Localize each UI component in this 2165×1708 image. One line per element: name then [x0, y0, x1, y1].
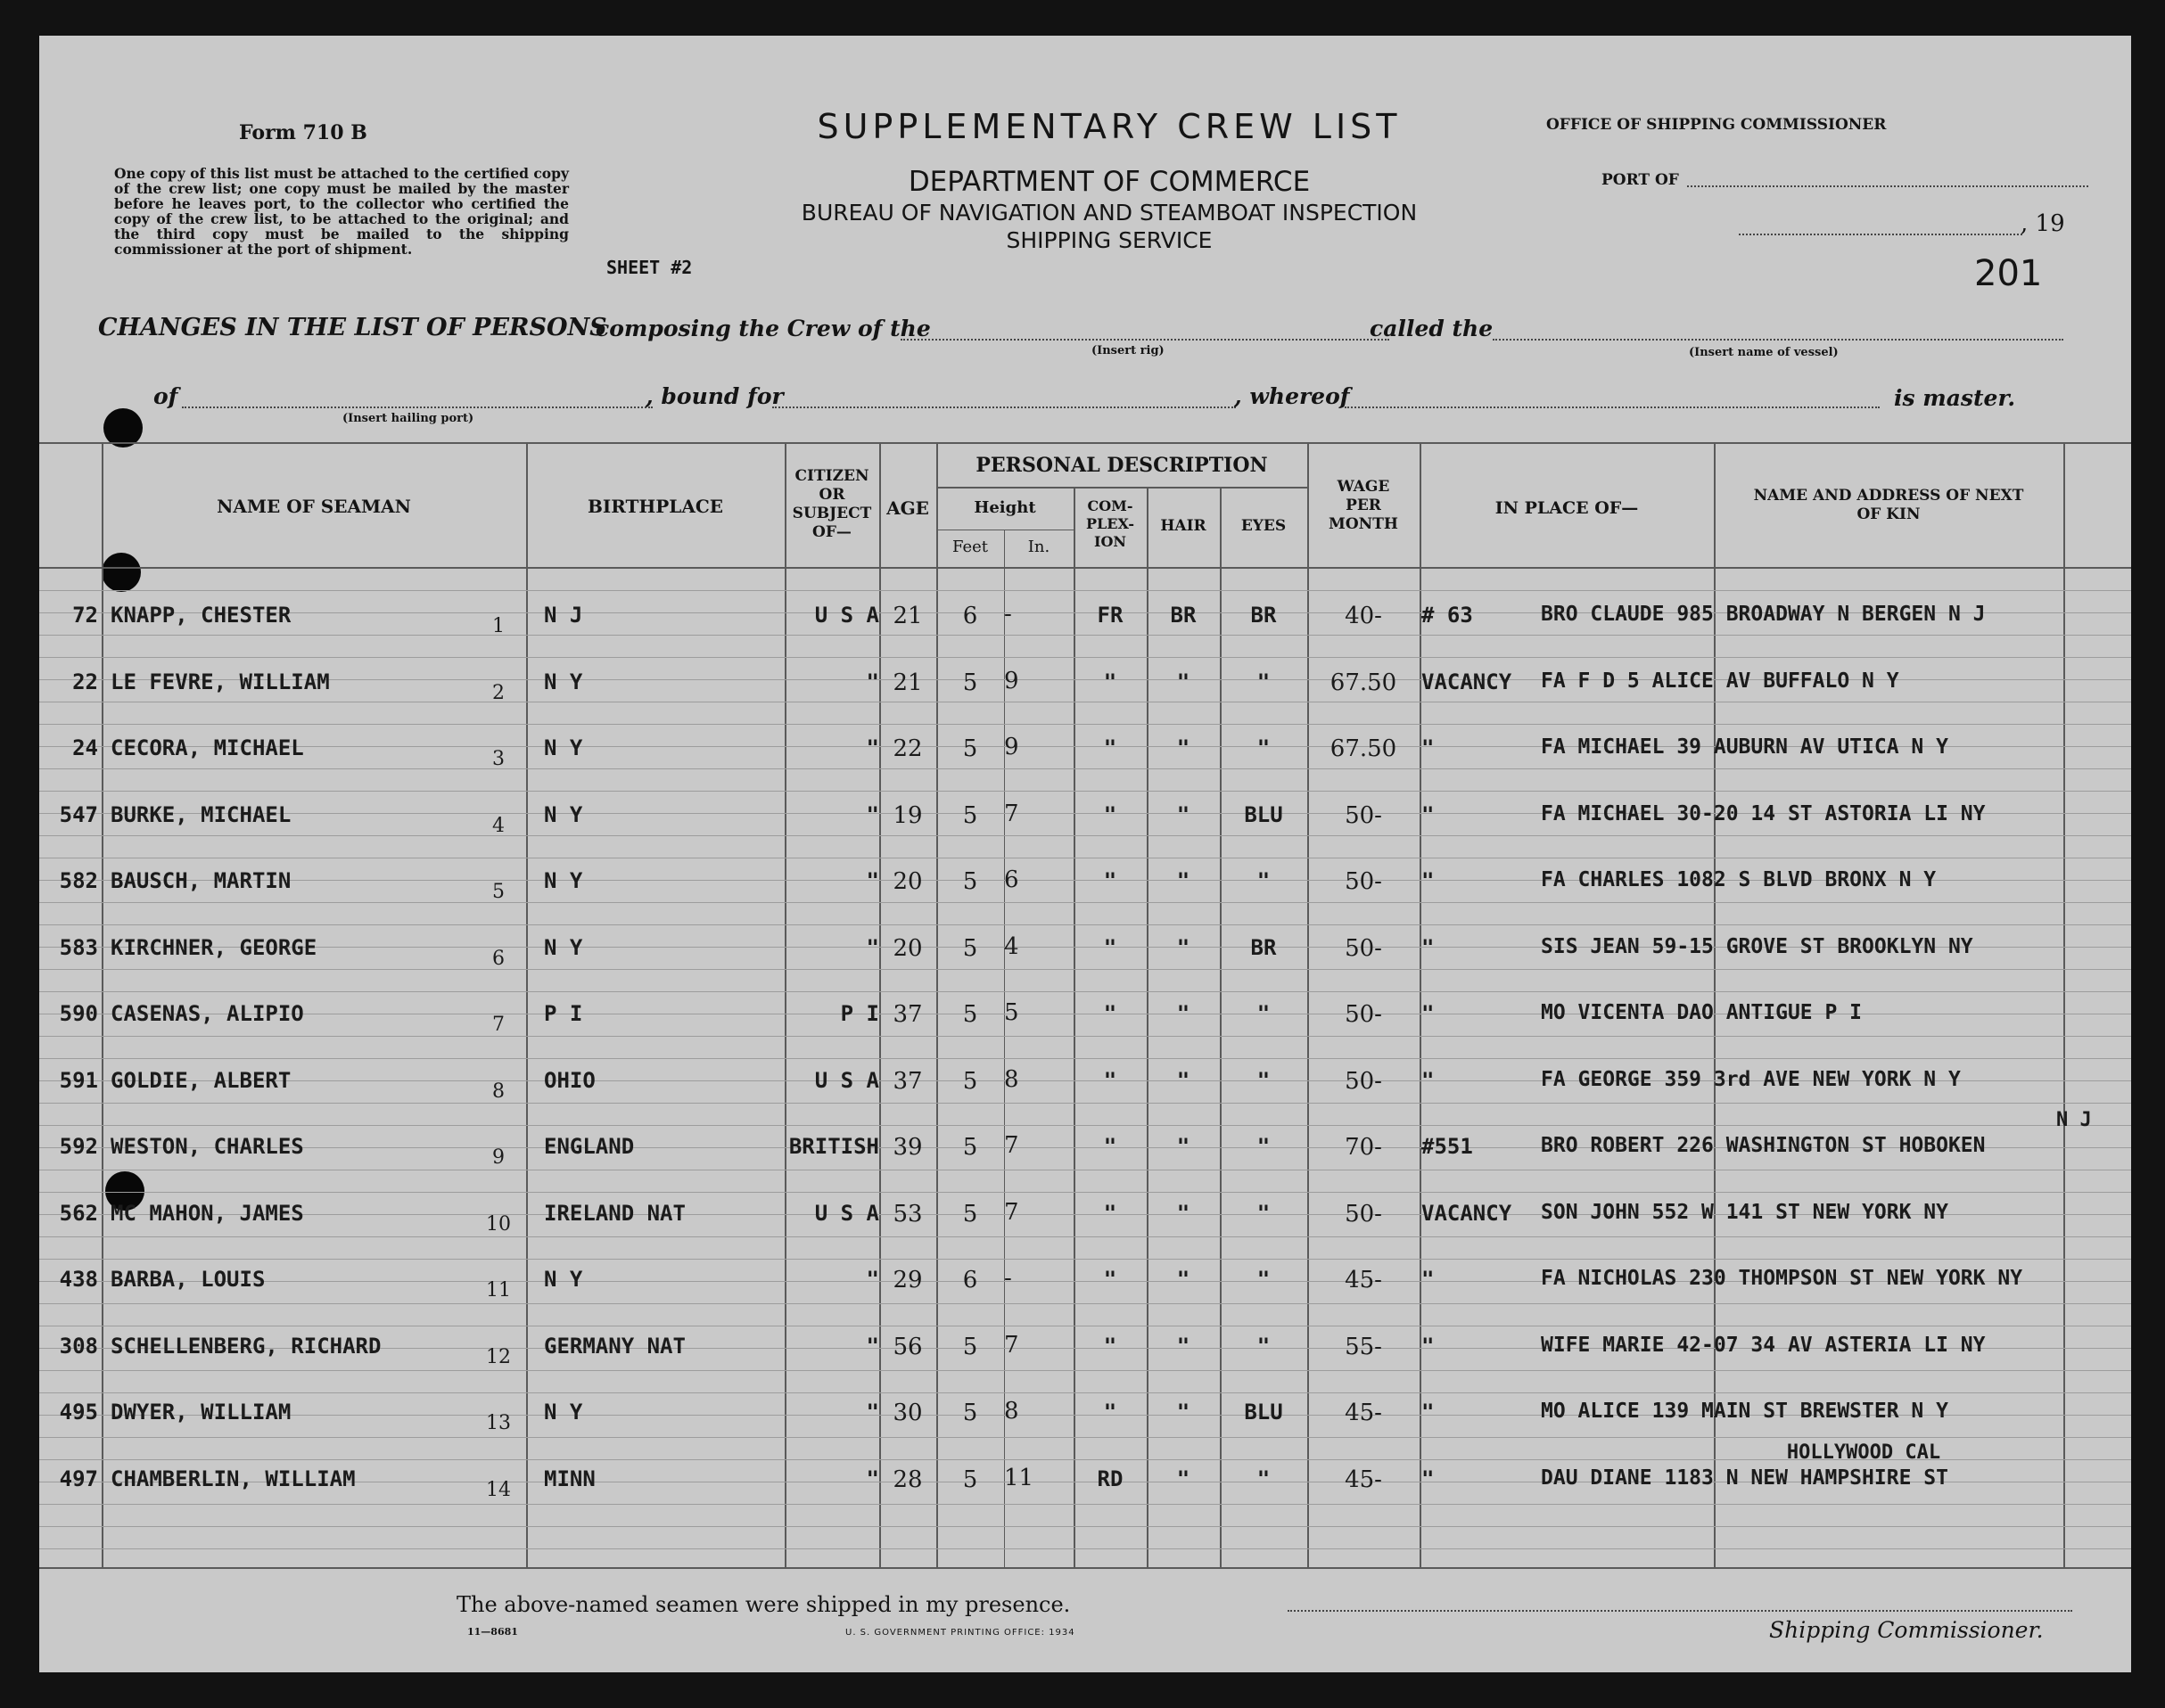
cell-citizenship: " [866, 735, 879, 760]
row-guide-line [39, 991, 2131, 992]
row-guide-line [39, 1236, 2131, 1237]
cell-line-number: 3 [492, 748, 505, 770]
cell-in-place-of: " [1421, 801, 1435, 827]
cell-citizenship: " [866, 1400, 879, 1425]
col-header-complexion [1074, 497, 1147, 551]
cell-birthplace: OHIO [544, 1067, 596, 1093]
cell-line-number: 9 [492, 1146, 505, 1169]
insert-port-label: (Insert hailing port) [342, 412, 474, 425]
cell-line-number: 7 [492, 1014, 505, 1036]
cell-wage: 50- [1345, 934, 1382, 962]
cell-line-number: 12 [486, 1345, 511, 1368]
col-header-in-place: IN PLACE OF— [1494, 498, 1639, 518]
department-name: DEPARTMENT OF COMMERCE [908, 166, 1311, 198]
page-number: 201 [1974, 253, 2043, 294]
cell-next-of-kin: MO ALICE 139 MAIN ST BREWSTER N Y [1541, 1400, 1948, 1423]
cell-sequence-number: 497 [59, 1466, 98, 1491]
cell-eyes: " [1256, 1067, 1271, 1093]
cell-birthplace: N Y [544, 1400, 583, 1425]
cell-hair: " [1176, 1333, 1190, 1359]
cell-line-number: 4 [492, 814, 505, 837]
cell-citizenship: " [866, 669, 879, 694]
cell-citizenship: " [866, 801, 879, 827]
cell-height-inches: 4 [1004, 932, 1019, 960]
cell-next-of-kin: BRO ROBERT 226 WASHINGTON ST HOBOKEN [1541, 1134, 1986, 1157]
date-field [1739, 234, 2022, 235]
form-instructions: One copy of this list must be attached to the certified copy of the crew list; one copy must be mailed by the master before he leaves port, to the collector who certified the copy of the crew list, to be attached to the original; and the third copy must be mailed to the shipping commissioner at the port of shipment. [114, 165, 569, 258]
cell-birthplace: P I [544, 1001, 583, 1026]
row-guide-line [39, 724, 2131, 725]
cell-next-of-kin: FA F D 5 ALICE AV BUFFALO N Y [1541, 669, 1899, 693]
col-header-eyes: EYES [1240, 517, 1287, 535]
cell-height-inches: 9 [1004, 734, 1019, 760]
cell-birthplace: N J [544, 603, 583, 628]
cell-in-place-of: " [1421, 934, 1435, 960]
cell-birthplace: N Y [544, 801, 583, 827]
vessel-field [1493, 339, 2063, 341]
cell-eyes: BLU [1244, 1400, 1283, 1425]
row-guide-line [39, 791, 2131, 792]
cell-complexion: " [1103, 1200, 1117, 1226]
is-master-text: is master. [1894, 385, 2016, 411]
bound-for-text: , bound for [646, 383, 784, 409]
col-header-kin-line: NAME AND ADDRESS OF NEXT [1753, 487, 2024, 505]
cell-next-of-kin: WIFE MARIE 42-07 34 AV ASTERIA LI NY [1541, 1333, 1986, 1357]
row-guide-line [39, 1125, 2131, 1126]
col-header-personal: PERSONAL DESCRIPTION [975, 454, 1268, 477]
cell-hair: " [1176, 1001, 1190, 1026]
document-title: SUPPLEMENTARY CREW LIST [817, 107, 1402, 146]
cell-complexion: " [1103, 934, 1117, 960]
cell-in-place-of: " [1421, 1466, 1435, 1491]
cell-sequence-number: 591 [59, 1067, 98, 1093]
cell-height-feet: 5 [962, 1333, 978, 1360]
row-guide-line [39, 924, 2131, 925]
cell-height-inches: 7 [1004, 1132, 1019, 1159]
cell-height-inches: 7 [1004, 1331, 1019, 1359]
cell-line-number: 11 [486, 1279, 511, 1302]
cell-height-feet: 6 [962, 603, 978, 629]
cell-birthplace: N Y [544, 868, 583, 893]
cell-eyes: " [1256, 1134, 1271, 1159]
cell-birthplace: ENGLAND [544, 1134, 635, 1159]
cell-sequence-number: 438 [59, 1267, 98, 1292]
col-header-wage [1307, 478, 1420, 534]
cell-birthplace: GERMANY NAT [544, 1333, 686, 1359]
row-guide-line [39, 1103, 2131, 1104]
col-header-hair: HAIR [1160, 517, 1206, 535]
header-bottom-border [39, 567, 2131, 569]
cell-citizenship: P I [840, 1001, 879, 1026]
cell-citizenship: " [866, 1267, 879, 1292]
cell-sequence-number: 592 [59, 1134, 98, 1159]
cell-hair: " [1176, 669, 1190, 694]
cell-next-of-kin: FA GEORGE 359 3rd AVE NEW YORK N Y [1541, 1067, 1961, 1091]
signature-label: Shipping Commissioner. [1769, 1617, 2044, 1643]
col-header-citizen-line: OF— [812, 523, 852, 541]
col-header-kin-line: OF KIN [1856, 505, 1921, 523]
column-rule [102, 442, 103, 1567]
cell-line-number: 5 [492, 881, 505, 903]
insert-vessel-label: (Insert name of vessel) [1689, 346, 1839, 359]
col-header-birthplace: BIRTHPLACE [587, 496, 724, 517]
cell-citizenship: U S A [814, 1067, 879, 1093]
cell-seaman-name: GOLDIE, ALBERT [111, 1067, 292, 1093]
cell-hair: " [1176, 868, 1190, 893]
cell-height-feet: 5 [962, 801, 978, 829]
cell-wage: 50- [1345, 1067, 1382, 1095]
cell-age: 39 [893, 1134, 923, 1161]
cell-seaman-name: BURKE, MICHAEL [111, 801, 292, 827]
cell-complexion: " [1103, 735, 1117, 760]
cell-eyes: " [1256, 1267, 1271, 1292]
table-bottom-border [39, 1567, 2131, 1569]
cell-sequence-number: 495 [59, 1400, 98, 1425]
cell-wage: 45- [1345, 1400, 1382, 1426]
form-number: Form 710 B [239, 121, 367, 144]
cell-eyes: " [1256, 669, 1271, 694]
cell-citizenship: " [866, 868, 879, 893]
cell-in-place-of: " [1421, 1333, 1435, 1359]
cell-wage: 50- [1345, 868, 1382, 895]
cell-complexion: FR [1097, 603, 1124, 628]
cell-citizenship: " [866, 934, 879, 960]
insert-rig-label: (Insert rig) [1091, 344, 1165, 357]
col-header-complexion-line: COM- [1087, 497, 1133, 514]
called-the-text: called the [1370, 316, 1494, 341]
cell-height-inches: 9 [1004, 667, 1019, 694]
row-guide-line [39, 768, 2131, 769]
cell-line-number: 14 [486, 1478, 511, 1501]
cell-height-inches: 7 [1004, 1198, 1019, 1226]
col-header-name: NAME OF SEAMAN [217, 496, 411, 517]
cell-next-of-kin: FA MICHAEL 30-20 14 ST ASTORIA LI NY [1541, 801, 1986, 825]
cell-age: 53 [893, 1200, 923, 1228]
cell-wage: 45- [1345, 1267, 1382, 1293]
punch-hole [102, 553, 141, 592]
cell-height-feet: 5 [962, 1067, 978, 1095]
cell-height-inches: - [1004, 601, 1012, 628]
col-header-citizen-line: SUBJECT [792, 505, 872, 522]
cell-birthplace: IRELAND NAT [544, 1200, 686, 1226]
column-rule [526, 442, 528, 1567]
cell-hair: " [1176, 934, 1190, 960]
cell-seaman-name: MC MAHON, JAMES [111, 1200, 304, 1226]
cell-in-place-of: " [1421, 735, 1435, 760]
row-guide-line [39, 1504, 2131, 1505]
cell-height-inches: 6 [1004, 866, 1019, 893]
cell-hair: " [1176, 1267, 1190, 1292]
cell-height-feet: 5 [962, 669, 978, 696]
cell-height-feet: 5 [962, 1466, 978, 1493]
cell-hair: " [1176, 1067, 1190, 1093]
cell-in-place-of: " [1421, 1400, 1435, 1425]
bureau-name: BUREAU OF NAVIGATION AND STEAMBOAT INSPECTION [801, 200, 1418, 226]
cell-wage: 50- [1345, 1001, 1382, 1028]
footer-statement: The above-named seamen were shipped in my presence. [457, 1592, 1071, 1617]
row-guide-line [39, 1192, 2131, 1193]
master-field [1345, 406, 1880, 408]
printer-imprint: U. S. GOVERNMENT PRINTING OFFICE: 1934 [845, 1628, 1075, 1638]
cell-age: 28 [893, 1466, 923, 1493]
cell-birthplace: MINN [544, 1466, 596, 1491]
col-header-wage-line: PER [1346, 497, 1381, 514]
cell-citizenship: U S A [814, 603, 879, 628]
of-text: of [153, 383, 178, 409]
col-header-inches: In. [1027, 538, 1050, 556]
cell-height-inches: 8 [1004, 1398, 1019, 1425]
cell-seaman-name: BAUSCH, MARTIN [111, 868, 292, 893]
cell-age: 37 [893, 1067, 923, 1095]
cell-line-number: 13 [486, 1412, 511, 1434]
cell-wage: 45- [1345, 1466, 1382, 1493]
cell-hair: " [1176, 1200, 1190, 1226]
col-header-wage-line: WAGE [1337, 478, 1390, 496]
cell-next-of-kin: FA CHARLES 1082 S BLVD BRONX N Y [1541, 868, 1937, 891]
cell-sequence-number: 590 [59, 1001, 98, 1026]
cell-eyes: BLU [1244, 801, 1283, 827]
cell-in-place-of: " [1421, 1267, 1435, 1292]
row-guide-line [39, 902, 2131, 903]
year-prefix: , 19 [2021, 210, 2065, 237]
cell-wage: 70- [1345, 1134, 1382, 1161]
cell-sequence-number: 583 [59, 934, 98, 960]
cell-age: 37 [893, 1001, 923, 1028]
cell-in-place-of: VACANCY [1421, 669, 1512, 694]
cell-eyes: " [1256, 735, 1271, 760]
cell-birthplace: N Y [544, 735, 583, 760]
hailing-port-field [182, 406, 653, 408]
row-guide-line [39, 657, 2131, 658]
cell-height-inches: 11 [1004, 1464, 1034, 1491]
cell-height-inches: 7 [1004, 800, 1019, 827]
col-header-complexion-line: ION [1093, 533, 1127, 550]
cell-wage: 50- [1345, 1200, 1382, 1228]
cell-height-feet: 5 [962, 1134, 978, 1161]
row-guide-line [39, 635, 2131, 636]
cell-hair: " [1176, 1400, 1190, 1425]
composing-text: composing the Crew of the [596, 316, 931, 341]
cell-line-number: 2 [492, 681, 505, 704]
table-top-border [39, 442, 2131, 444]
row-guide-line [39, 1548, 2131, 1549]
cell-in-place-of: " [1421, 1001, 1435, 1026]
cell-next-of-kin: BRO CLAUDE 985 BROADWAY N BERGEN N J [1541, 603, 1986, 626]
cell-seaman-name: KNAPP, CHESTER [111, 603, 292, 628]
cell-citizenship: " [866, 1466, 879, 1491]
crew-list-document [39, 36, 2131, 1672]
col-header-citizen-line: OR [819, 486, 845, 504]
cell-complexion: " [1103, 1267, 1117, 1292]
cell-wage: 55- [1345, 1333, 1382, 1360]
row-guide-line [39, 1058, 2131, 1059]
cell-eyes: " [1256, 1333, 1271, 1359]
cell-height-feet: 5 [962, 1200, 978, 1228]
cell-sequence-number: 24 [72, 735, 98, 760]
cell-line-number: 8 [492, 1080, 505, 1103]
cell-height-feet: 6 [962, 1267, 978, 1293]
row-guide-line [39, 1526, 2131, 1527]
cell-complexion: " [1103, 868, 1117, 893]
cell-seaman-name: CASENAS, ALIPIO [111, 1001, 304, 1026]
cell-sequence-number: 22 [72, 669, 98, 694]
col-header-citizen [785, 467, 879, 542]
cell-eyes: BR [1250, 603, 1277, 628]
cell-citizenship: U S A [814, 1200, 879, 1226]
cell-height-feet: 5 [962, 1400, 978, 1426]
cell-age: 20 [893, 868, 923, 895]
whereof-text: , whereof [1234, 383, 1350, 409]
cell-height-inches: 5 [1004, 999, 1019, 1026]
cell-age: 22 [893, 735, 923, 762]
cell-birthplace: N Y [544, 934, 583, 960]
cell-sequence-number: 582 [59, 868, 98, 893]
cell-next-of-kin: SON JOHN 552 W 141 ST NEW YORK NY [1541, 1200, 1948, 1224]
cell-birthplace: N Y [544, 1267, 583, 1292]
cell-next-of-kin-continuation: N J [2056, 1109, 2092, 1131]
cell-eyes: " [1256, 868, 1271, 893]
bound-for-field [772, 406, 1236, 408]
cell-in-place-of: " [1421, 1067, 1435, 1093]
cell-wage: 50- [1345, 801, 1382, 829]
cell-hair: " [1176, 1134, 1190, 1159]
cell-eyes: BR [1250, 934, 1277, 960]
port-label: PORT OF [1601, 171, 1679, 189]
cell-sequence-number: 562 [59, 1200, 98, 1226]
cell-seaman-name: BARBA, LOUIS [111, 1267, 266, 1292]
cell-age: 20 [893, 934, 923, 962]
col-header-complexion-line: PLEX- [1086, 515, 1134, 532]
cell-seaman-name: WESTON, CHARLES [111, 1134, 304, 1159]
cell-in-place-of: #551 [1421, 1134, 1473, 1159]
row-guide-line [39, 1303, 2131, 1304]
cell-complexion: " [1103, 1001, 1117, 1026]
cell-next-of-kin: DAU DIANE 1183 N NEW HAMPSHIRE ST [1541, 1466, 1948, 1490]
row-guide-line [39, 1036, 2131, 1037]
signature-field [1288, 1610, 2072, 1612]
cell-eyes: " [1256, 1200, 1271, 1226]
cell-height-feet: 5 [962, 868, 978, 895]
rig-field [901, 339, 1389, 341]
col-header-feet: Feet [951, 538, 989, 556]
cell-height-feet: 5 [962, 735, 978, 762]
cell-line-number: 10 [486, 1212, 511, 1236]
cell-height-feet: 5 [962, 1001, 978, 1028]
cell-next-of-kin: FA MICHAEL 39 AUBURN AV UTICA N Y [1541, 735, 1948, 759]
col-header-age: AGE [886, 497, 929, 519]
cell-complexion: " [1103, 1400, 1117, 1425]
cell-wage: 67.50 [1329, 735, 1397, 762]
cell-seaman-name: CECORA, MICHAEL [111, 735, 304, 760]
cell-complexion: " [1103, 1067, 1117, 1093]
row-guide-line [39, 969, 2131, 970]
cell-eyes: " [1256, 1466, 1271, 1491]
row-guide-line [39, 1392, 2131, 1393]
col-header-wage-line: MONTH [1329, 515, 1398, 533]
cell-citizenship: BRITISH [788, 1134, 879, 1159]
cell-seaman-name: KIRCHNER, GEORGE [111, 934, 317, 960]
cell-seaman-name: LE FEVRE, WILLIAM [111, 669, 330, 694]
cell-height-inches: - [1004, 1265, 1012, 1292]
cell-line-number: 1 [492, 615, 505, 637]
cell-hair: " [1176, 801, 1190, 827]
port-field [1687, 185, 2088, 187]
cell-hair: " [1176, 1466, 1190, 1491]
cell-next-of-kin-continuation: HOLLYWOOD CAL [1786, 1441, 1941, 1464]
cell-hair: BR [1170, 603, 1197, 628]
cell-wage: 40- [1345, 603, 1382, 629]
cell-complexion: " [1103, 1134, 1117, 1159]
cell-complexion: " [1103, 1333, 1117, 1359]
cell-age: 19 [893, 801, 923, 829]
changes-intro: CHANGES IN THE LIST OF PERSONS [98, 314, 607, 341]
form-code: 11—8681 [467, 1626, 518, 1638]
cell-next-of-kin: SIS JEAN 59-15 GROVE ST BROOKLYN NY [1541, 934, 1973, 958]
cell-line-number: 6 [492, 947, 505, 970]
cell-birthplace: N Y [544, 669, 583, 694]
cell-age: 29 [893, 1267, 923, 1293]
cell-sequence-number: 308 [59, 1333, 98, 1359]
personal-description-rule [936, 487, 1307, 489]
cell-wage: 67.50 [1329, 669, 1397, 696]
cell-seaman-name: DWYER, WILLIAM [111, 1400, 292, 1425]
cell-age: 21 [893, 603, 923, 629]
cell-next-of-kin: FA NICHOLAS 230 THOMPSON ST NEW YORK NY [1541, 1267, 2023, 1290]
cell-eyes: " [1256, 1001, 1271, 1026]
col-header-citizen-line: CITIZEN [794, 467, 869, 485]
cell-sequence-number: 547 [59, 801, 98, 827]
cell-in-place-of: VACANCY [1421, 1200, 1512, 1226]
cell-age: 56 [893, 1333, 923, 1360]
row-guide-line [39, 1437, 2131, 1438]
cell-in-place-of: " [1421, 868, 1435, 893]
cell-sequence-number: 72 [72, 603, 98, 628]
sheet-number: SHEET #2 [606, 257, 693, 278]
row-guide-line [39, 1259, 2131, 1260]
office-label: OFFICE OF SHIPPING COMMISSIONER [1546, 116, 1887, 134]
row-guide-line [39, 835, 2131, 836]
col-header-height: Height [974, 498, 1036, 517]
cell-height-feet: 5 [962, 934, 978, 962]
row-guide-line [39, 590, 2131, 591]
row-guide-line [39, 1370, 2131, 1371]
cell-height-inches: 8 [1004, 1065, 1019, 1093]
cell-hair: " [1176, 735, 1190, 760]
col-header-next-of-kin [1714, 487, 2063, 524]
cell-in-place-of: # 63 [1421, 603, 1473, 628]
cell-complexion: " [1103, 801, 1117, 827]
cell-citizenship: " [866, 1333, 879, 1359]
cell-age: 21 [893, 669, 923, 696]
cell-seaman-name: CHAMBERLIN, WILLIAM [111, 1466, 356, 1491]
cell-complexion: " [1103, 669, 1117, 694]
service-name: SHIPPING SERVICE [1006, 227, 1213, 253]
cell-age: 30 [893, 1400, 923, 1426]
cell-seaman-name: SCHELLENBERG, RICHARD [111, 1333, 382, 1359]
cell-next-of-kin: MO VICENTA DAO ANTIGUE P I [1541, 1001, 1863, 1024]
cell-complexion: RD [1097, 1466, 1124, 1491]
